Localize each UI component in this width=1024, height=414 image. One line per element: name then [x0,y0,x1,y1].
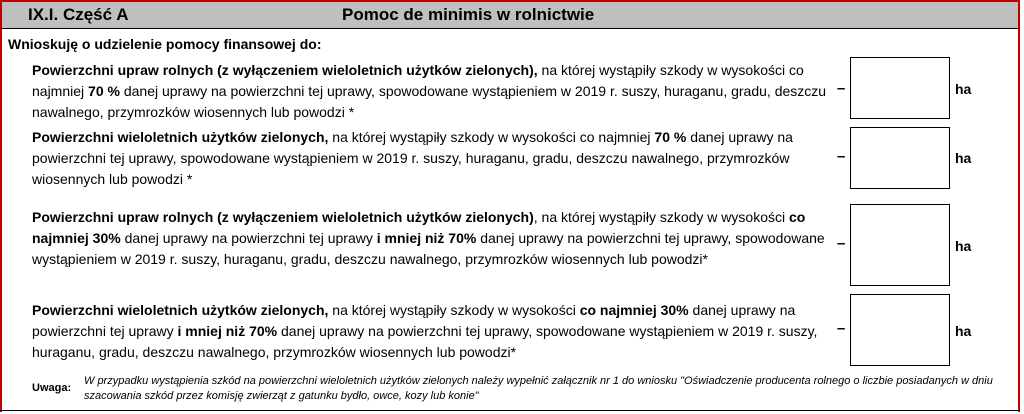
item-lead: Powierzchni upraw rolnych (z wyłączeniem wieloletnich użytków zielonych) [32,209,534,225]
item-lead: Powierzchni wieloletnich użytków zielonych, [32,302,329,318]
item-crops-70: Powierzchni upraw rolnych (z wyłączeniem wieloletnich użytków zielonych), na której wystąpiły szkody w wysokości co najmniej 70 % danej uprawy na powierzchni tej uprawy, spowodowane wystąpieniem w 2019 r. suszy, huraganu, gradu, deszczu nawalnego, przymrozków wiosennych lub powodzi * [32,62,827,120]
bottom-divider [0,410,1020,411]
area-input-crops-70[interactable] [850,57,950,119]
area-input-grassland-30-70[interactable] [850,294,950,366]
dash: – [837,320,846,337]
unit-label: ha [955,81,972,97]
item-lead: Powierzchni wieloletnich użytków zielonych, [32,129,329,145]
unit-label: ha [955,323,972,339]
item-lead: Powierzchni upraw rolnych (z wyłączeniem wieloletnich użytków zielonych), [32,62,538,78]
note-label: Uwaga: [32,382,72,394]
dash: – [837,80,846,97]
dash: – [837,148,846,165]
area-input-grassland-70[interactable] [850,127,950,189]
intro-text: Wnioskuję o udzielenie pomocy finansowej do: [8,36,322,52]
unit-label: ha [955,238,972,254]
section-header [2,2,1018,29]
dash: – [837,235,846,252]
item-grassland-70: Powierzchni wieloletnich użytków zielonych, na której wystąpiły szkody w wysokości co najmniej 70 % danej uprawy na powierzchni tej uprawy, spowodowane wystąpieniem w 2019 r. suszy, huraganu, gradu, deszczu nawalnego, przymrozków wiosennych lub powodzi * [32,129,793,187]
section-code: IX.I. Część A [28,5,129,24]
note-text: W przypadku wystąpienia szkód na powierzchni wieloletnich użytków zielonych należy wypełnić załącznik nr 1 do wniosku "Oświadczenie producenta rolnego o liczbie posiadanych w dniu szacowania szkód przez komisję zwierząt z gatunku bydło, owce, kozy lub konie" [84,375,993,402]
area-input-crops-30-70[interactable] [850,204,950,286]
item-crops-30-70: Powierzchni upraw rolnych (z wyłączeniem wieloletnich użytków zielonych), na której wystąpiły szkody w wysokości co najmniej 30% danej uprawy na powierzchni tej uprawy i mniej niż 70% danej uprawy na powierzchni tej uprawy, spowodowane wystąpieniem w 2019 r. suszy, huraganu, gradu, deszczu nawalnego, przymrozków wiosennych lub powodzi* [32,209,825,267]
section-title: Pomoc de minimis w rolnictwie [342,5,595,24]
item-grassland-30-70: Powierzchni wieloletnich użytków zielonych, na której wystąpiły szkody w wysokości co najmniej 30% danej uprawy na powierzchni tej uprawy i mniej niż 70% danej uprawy na powierzchni tej uprawy, spowodowane wystąpieniem w 2019 r. suszy, huraganu, gradu, deszczu nawalnego, przymrozków wiosennych lub powodzi* [32,302,818,360]
unit-label: ha [955,150,972,166]
